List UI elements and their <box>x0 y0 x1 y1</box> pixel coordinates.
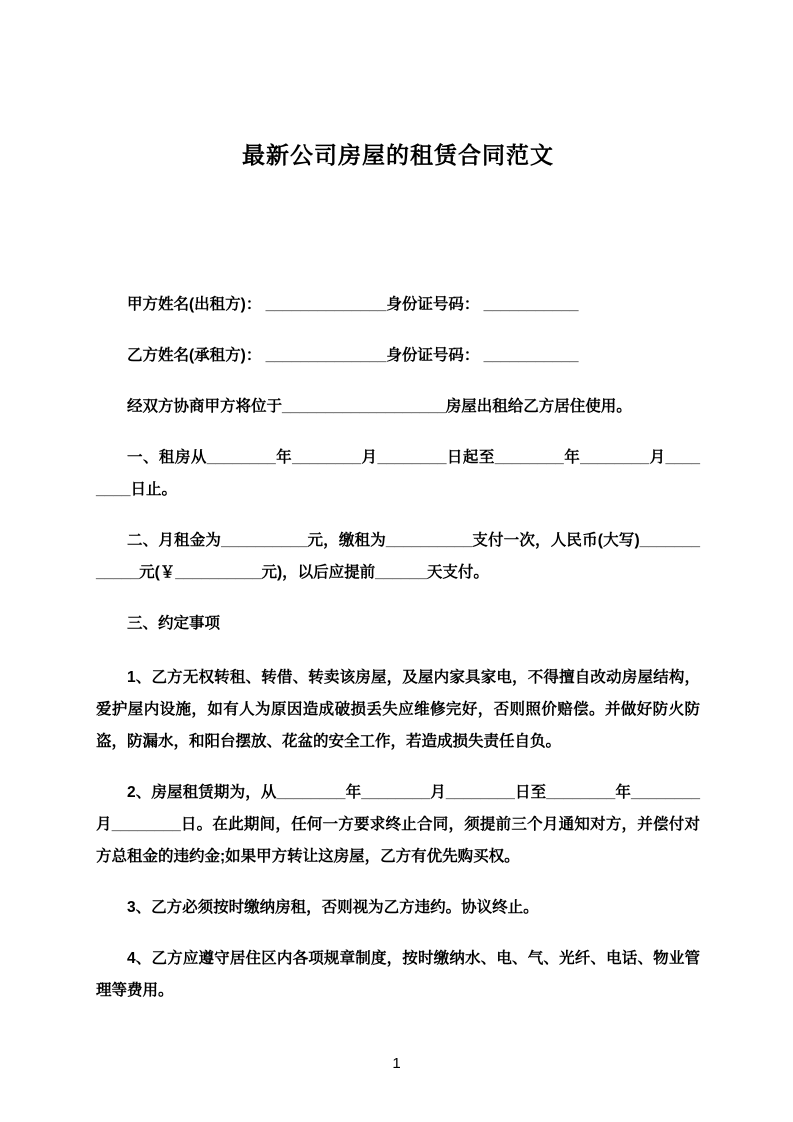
agreed-item-1: 1、乙方无权转租、转借、转卖该房屋，及屋内家具家电，不得擅自改动房屋结构，爱护屋内设施，如有人为原因造成破损丢失应维修完好，否则照价赔偿。并做好防火防盗，防漏水，和阳台摆放、花盆的安全工作，若造成损失责任自负。 <box>96 669 700 750</box>
page-number: 1 <box>392 1055 401 1072</box>
clause-1-lease-term: 一、租房从________年________月________日起至________年________月________日止。 <box>96 449 700 498</box>
document-title: 最新公司房屋的租赁合同范文 <box>242 142 554 168</box>
agreed-item-4: 4、乙方应遵守居住区内各项规章制度，按时缴纳水、电、气、光纤、电话、物业管理等费用。 <box>96 950 700 999</box>
agreed-item-3: 3、乙方必须按时缴纳房租，否则视为乙方违约。协议终止。 <box>127 899 539 916</box>
agreed-item-2: 2、房屋租赁期为，从________年________月________日至________年________月________日。在此期间，任何一方要求终止合同，须提前三个月通知对方，并偿付对方总租金的违约金;如果甲方转让这房屋，乙方有优先购买权。 <box>96 784 700 865</box>
clause-2-rent-amount: 二、月租金为__________元，缴租为__________支付一次，人民币(大写)____________元(￥__________元)，以后应提前______天支付。 <box>96 532 700 581</box>
document-body <box>96 289 700 1007</box>
party-a-info-line: 甲方姓名(出租方)： ______________身份证号码： ___________ <box>127 296 579 313</box>
party-b-info-line: 乙方姓名(承租方)： ______________身份证号码： ___________ <box>127 347 579 364</box>
clause-3-heading: 三、约定事项 <box>127 615 221 632</box>
property-location-line: 经双方协商甲方将位于___________________房屋出租给乙方居住使用。 <box>127 398 632 415</box>
